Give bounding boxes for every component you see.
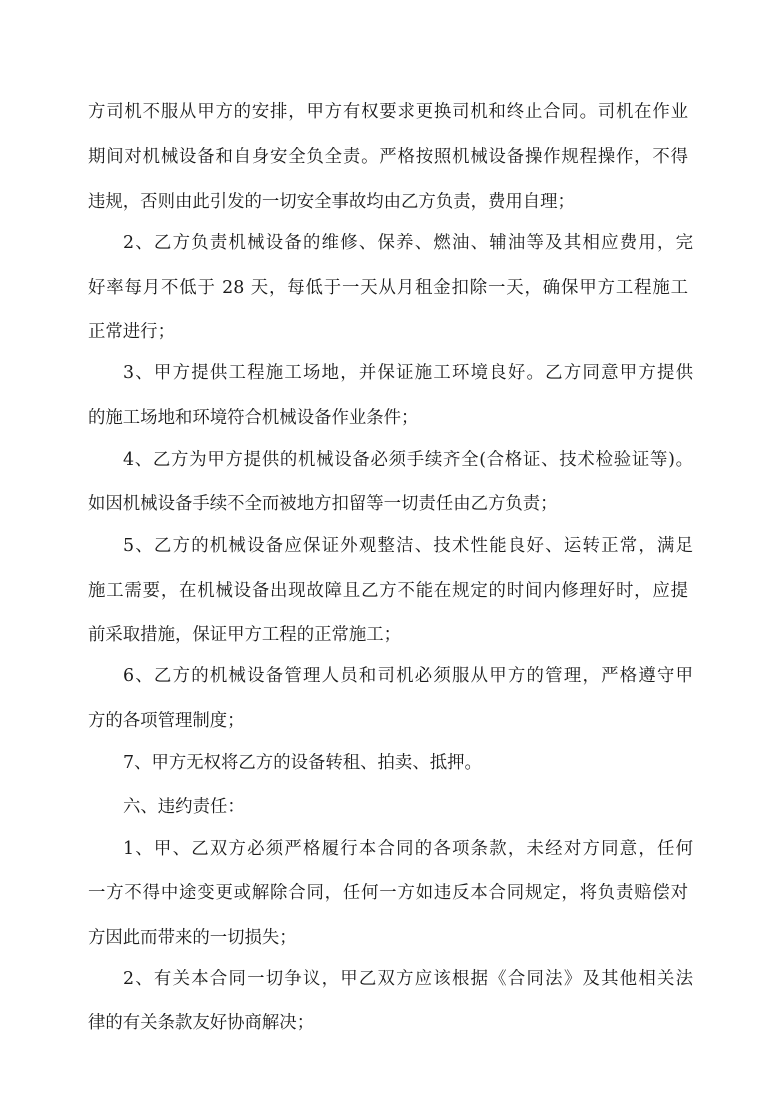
text-line: 正常进行； [88,322,175,342]
text-line: 方因此而带来的一切损失； [88,928,297,948]
paragraph-3-line: 3、甲方提供工程施工场地，并保证施工环境良好。乙方同意甲方提供 [123,363,693,383]
paragraph-4-line: 4、乙方为甲方提供的机械设备必须手续齐全(合格证、技术检验证等)。 [123,450,693,470]
text-line: 施工需要，在机械设备出现故障且乙方不能在规定的时间内修理好时，应提 [88,581,688,601]
clause-1-line: 1、甲、乙双方必须严格履行本合同的各项条款，未经对方同意，任何 [123,839,693,859]
paragraph-7-line: 7、甲方无权将乙方的设备转租、拍卖、抵押。 [123,753,482,773]
text-line: 律的有关条款友好协商解决； [88,1013,315,1033]
text-line: 违规，否则由此引发的一切安全事故均由乙方负责，费用自理； [88,192,575,212]
text-line: 方司机不服从甲方的安排，甲方有权要求更换司机和终止合同。司机在作业 [88,102,688,122]
clause-2-line: 2、有关本合同一切争议，甲乙双方应该根据《合同法》及其他相关法 [123,969,693,989]
text-line: 好率每月不低于 28 天，每低于一天从月租金扣除一天，确保甲方工程施工 [88,278,688,298]
text-line: 一方不得中途变更或解除合同，任何一方如违反本合同规定，将负责赔偿对 [88,883,688,903]
text-line: 如因机械设备手续不全而被地方扣留等一切责任由乙方负责； [88,494,558,514]
paragraph-6-line: 6、乙方的机械设备管理人员和司机必须服从甲方的管理，严格遵守甲 [123,666,693,686]
paragraph-5-line: 5、乙方的机械设备应保证外观整洁、技术性能良好、运转正常，满足 [123,536,693,556]
section-heading: 六、违约责任： [123,797,245,817]
text-line: 方的各项管理制度； [88,711,245,731]
paragraph-2-line: 2、乙方负责机械设备的维修、保养、燃油、辅油等及其相应费用，完 [123,233,693,253]
text-line: 的施工场地和环境符合机械设备作业条件； [88,408,419,428]
text-line: 期间对机械设备和自身安全负全责。严格按照机械设备操作规程操作，不得 [88,147,688,167]
text-line: 前采取措施，保证甲方工程的正常施工； [88,625,402,645]
